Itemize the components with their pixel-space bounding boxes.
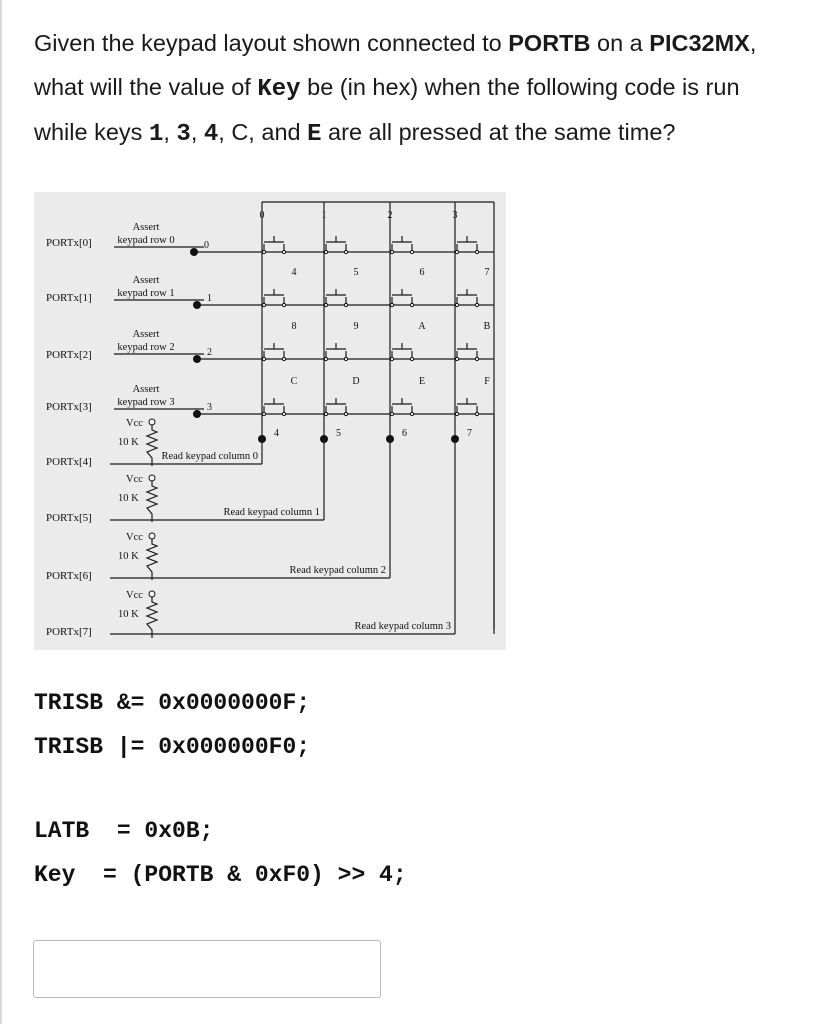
key-contact	[262, 250, 265, 253]
key-contact	[410, 412, 413, 415]
key-contact	[344, 250, 347, 253]
resistor-label-3: 10 K	[118, 609, 139, 620]
column-read-label-1: Read keypad column 1	[223, 507, 320, 518]
column-index-1: 1	[321, 210, 327, 221]
key-contact	[455, 250, 458, 253]
q3-key-1: 1	[148, 121, 164, 148]
column-number-3: 7	[467, 428, 472, 439]
question-line-3	[34, 111, 814, 157]
key-label-B: B	[483, 321, 491, 332]
key-contact	[390, 303, 393, 306]
port-label-2: PORTx[2]	[46, 349, 92, 361]
key-contact	[455, 303, 458, 306]
resistor-label-2: 10 K	[118, 551, 139, 562]
vcc-terminal-2	[149, 533, 155, 539]
key-contact	[282, 412, 285, 415]
row-number-3: 3	[207, 402, 212, 413]
key-contact	[324, 412, 327, 415]
code-line-4: Key = (PORTB & 0xF0) >> 4;	[34, 862, 407, 888]
key-contact	[475, 303, 478, 306]
key-contact	[262, 412, 265, 415]
column-index-0: 0	[259, 210, 265, 221]
key-contact	[475, 412, 478, 415]
row-label-1: keypad row 1	[117, 288, 175, 299]
key-label-E: E	[418, 376, 426, 387]
q1-comma: ,	[749, 30, 757, 56]
key-contact	[282, 357, 285, 360]
key-contact	[410, 303, 413, 306]
q1-portb: PORTB	[508, 30, 591, 56]
q3-text: while keys	[34, 119, 149, 145]
column-read-label-3: Read keypad column 3	[354, 621, 451, 632]
key-contact	[410, 250, 413, 253]
q3-sep-3: , C, and	[218, 119, 308, 145]
key-contact	[390, 250, 393, 253]
vcc-terminal-3	[149, 591, 155, 597]
port-label-0: PORTx[0]	[46, 237, 92, 249]
pullup-resistor-0	[147, 425, 157, 466]
key-label-7: 7	[484, 267, 490, 278]
key-contact	[390, 412, 393, 415]
port-label-6: PORTx[6]	[46, 570, 92, 582]
row-number-2: 2	[207, 347, 212, 358]
port-label-4: PORTx[4]	[46, 456, 92, 468]
q1-text-2: on a	[590, 30, 650, 56]
port-label-3: PORTx[3]	[46, 401, 92, 413]
key-label-C: C	[290, 376, 298, 387]
q2-text: what will the value of	[34, 73, 258, 100]
question-line-1	[34, 22, 814, 66]
port-label-1: PORTx[1]	[46, 292, 92, 304]
keypad-diagram	[34, 192, 506, 650]
vcc-terminal-0	[149, 419, 155, 425]
vcc-label-3: Vcc	[126, 590, 143, 601]
key-label-8: 8	[291, 321, 297, 332]
q3-sep-2: ,	[190, 119, 204, 145]
code-line-3: LATB = 0x0B;	[34, 818, 214, 844]
column-number-0: 4	[274, 428, 279, 439]
column-number-2: 6	[402, 428, 407, 439]
question-text	[34, 22, 814, 157]
keypad-schematic	[34, 192, 506, 650]
key-contact	[344, 412, 347, 415]
row-label-3: keypad row 3	[117, 397, 175, 408]
column-index-3: 3	[452, 210, 458, 221]
key-contact	[475, 357, 478, 360]
key-contact	[282, 303, 285, 306]
row-number-1: 1	[207, 293, 212, 304]
q3-key-4: 4	[203, 121, 219, 148]
key-contact	[410, 357, 413, 360]
column-read-label-2: Read keypad column 2	[289, 565, 386, 576]
q2-text-2: be (in hex) when the following code is run	[300, 73, 740, 100]
pullup-resistor-2	[147, 539, 157, 580]
vcc-label-1: Vcc	[126, 474, 143, 485]
vcc-terminal-1	[149, 475, 155, 481]
question-line-2	[34, 66, 814, 112]
key-label-6: 6	[419, 267, 425, 278]
key-contact	[324, 357, 327, 360]
resistor-label-0: 10 K	[118, 437, 139, 448]
q1-text: Given the keypad layout shown connected to	[34, 30, 509, 56]
key-label-4: 4	[291, 267, 297, 278]
key-contact	[475, 250, 478, 253]
q3-key-3: 3	[176, 121, 191, 148]
row-node-1	[193, 301, 201, 309]
left-border	[0, 0, 2, 1024]
pullup-resistor-1	[147, 481, 157, 522]
key-contact	[324, 303, 327, 306]
key-label-F: F	[484, 376, 490, 387]
resistor-label-1: 10 K	[118, 493, 139, 504]
row-label-0: keypad row 0	[117, 235, 175, 246]
code-line-2: TRISB |= 0x000000F0;	[34, 734, 311, 760]
key-contact	[390, 357, 393, 360]
q3-text-end: are all pressed at the same time?	[321, 119, 676, 145]
assert-label-0: Assert	[132, 222, 160, 233]
key-contact	[262, 303, 265, 306]
key-label-5: 5	[353, 267, 359, 278]
row-node-3	[193, 410, 201, 418]
port-label-7: PORTx[7]	[46, 626, 92, 638]
column-number-1: 5	[336, 428, 341, 439]
code-line-1: TRISB &= 0x0000000F;	[34, 690, 311, 716]
row-label-2: keypad row 2	[117, 342, 175, 353]
answer-input[interactable]	[33, 940, 381, 998]
column-index-2: 2	[387, 210, 393, 221]
key-label-D: D	[352, 376, 360, 387]
q2-key: Key	[257, 75, 301, 103]
key-contact	[324, 250, 327, 253]
key-contact	[282, 250, 285, 253]
key-label-9: 9	[353, 321, 359, 332]
key-contact	[344, 303, 347, 306]
key-contact	[455, 357, 458, 360]
assert-label-2: Assert	[132, 329, 160, 340]
row-number-0: 0	[204, 240, 209, 251]
row-node-2	[193, 355, 201, 363]
port-label-5: PORTx[5]	[46, 512, 92, 524]
pullup-resistor-3	[147, 597, 157, 638]
assert-label-1: Assert	[132, 275, 160, 286]
key-contact	[344, 357, 347, 360]
assert-label-3: Assert	[132, 384, 160, 395]
row-node-0	[190, 248, 198, 256]
vcc-label-2: Vcc	[126, 532, 143, 543]
vcc-label-0: Vcc	[126, 418, 143, 429]
key-contact	[455, 412, 458, 415]
q3-sep-1: ,	[163, 119, 177, 145]
q3-key-e: E	[307, 121, 322, 148]
q1-pic32mx: PIC32MX	[649, 30, 750, 56]
key-contact	[262, 357, 265, 360]
column-read-label-0: Read keypad column 0	[161, 451, 258, 462]
key-label-A: A	[418, 321, 426, 332]
